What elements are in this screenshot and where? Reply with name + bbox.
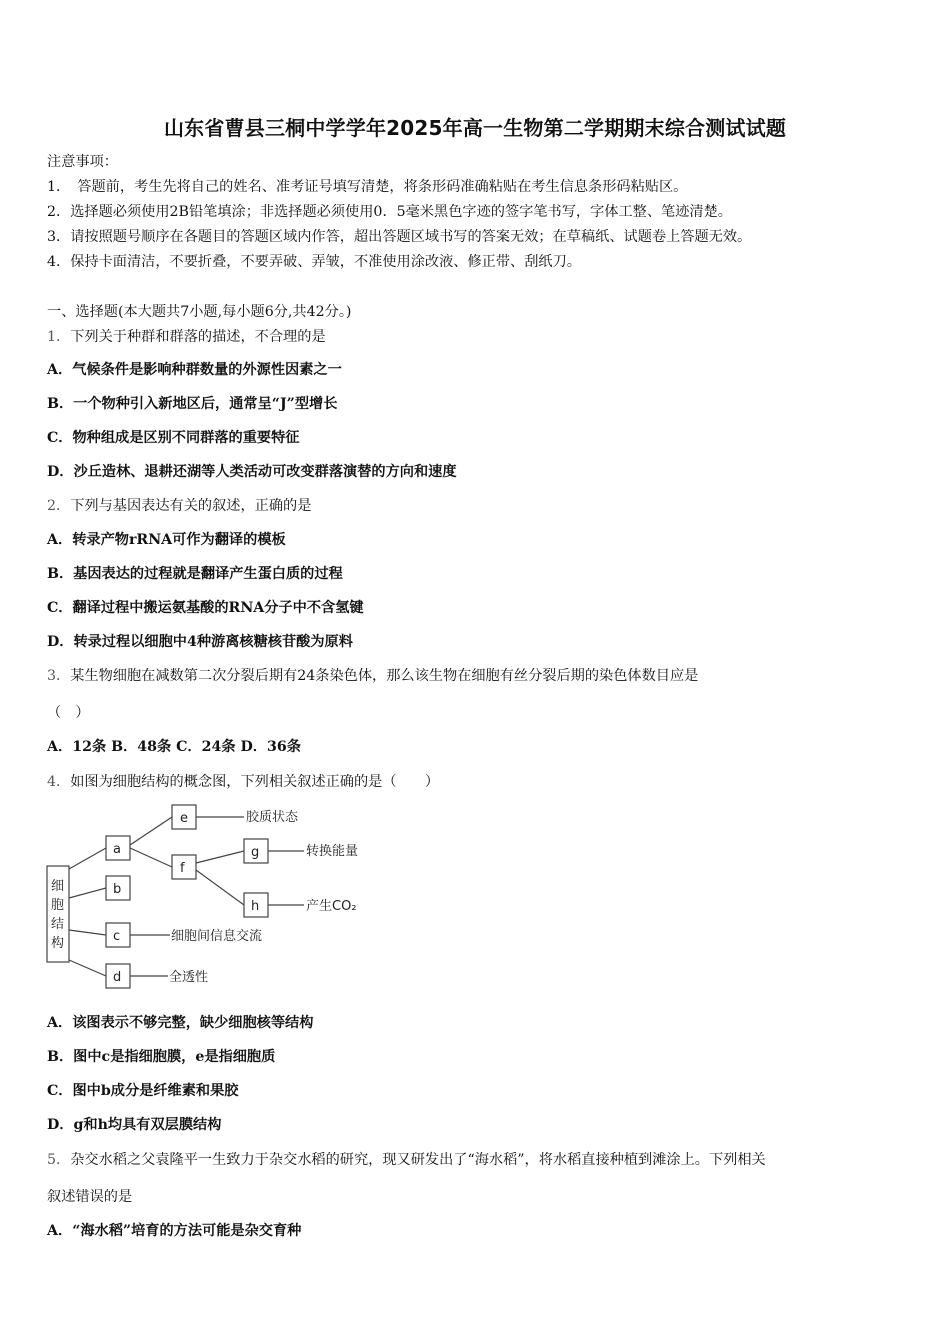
exam-title: 山东省曹县三桐中学学年2025年高一生物第二学期期末综合测试试题 — [163, 116, 787, 140]
question-number: 1． — [47, 329, 71, 345]
q4-option-b: B．图中c是指细胞膜，e是指细胞质 — [47, 1049, 276, 1065]
notice-item-1: 1． 答题前，考生先将自己的姓名、准考证号填写清楚，将条形码准确粘贴在考生信息条形码粘贴区。 — [47, 179, 688, 195]
node-c-label: c — [113, 929, 121, 944]
root-label-1: 细 — [51, 879, 65, 894]
question-4 — [47, 772, 439, 792]
question-number: 3． — [47, 668, 71, 684]
node-f-label: f — [180, 861, 185, 876]
question-number: 2． — [47, 498, 71, 514]
q5-option-a: A．“海水稻”培育的方法可能是杂交育种 — [47, 1223, 302, 1239]
q4-option-c: C．图中b成分是纤维素和果胶 — [47, 1083, 239, 1099]
cell-structure-diagram — [0, 795, 400, 1000]
label-c-function: 细胞间信息交流 — [171, 929, 263, 944]
root-label-4: 构 — [51, 936, 65, 951]
question-number: 4． — [47, 774, 71, 790]
notice-item-2: 2．选择题必须使用2B铅笔填涂；非选择题必须使用0．5毫米黑色字迹的签字笔书写，字体工整、笔迹清楚。 — [47, 204, 732, 220]
q1-option-c: C．物种组成是区别不同群落的重要特征 — [47, 430, 300, 446]
question-5 — [47, 1150, 766, 1170]
question-number: 5． — [47, 1152, 71, 1168]
q2-option-d: D．转录过程以细胞中4种游离核糖核苷酸为原料 — [47, 634, 353, 650]
section-heading: 一、选择题(本大题共7小题,每小题6分,共42分。) — [47, 304, 352, 320]
label-e-function: 胶质状态 — [246, 810, 299, 825]
q1-option-d: D．沙丘造林、退耕还湖等人类活动可改变群落演替的方向和速度 — [47, 464, 457, 480]
q2-option-a: A．转录产物rRNA可作为翻译的模板 — [47, 532, 286, 548]
q4-option-d: D．g和h均具有双层膜结构 — [47, 1117, 222, 1133]
q3-options: A．12条 B．48条 C．24条 D．36条 — [47, 739, 301, 755]
root-label-2: 胞 — [51, 898, 65, 913]
q1-option-b: B．一个物种引入新地区后，通常呈“J”型增长 — [47, 396, 338, 412]
notice-item-3: 3．请按照题号顺序在各题目的答题区域内作答，超出答题区域书写的答案无效；在草稿纸、试题卷上答题无效。 — [47, 229, 752, 245]
question-stem: 杂交水稻之父袁隆平一生致力于杂交水稻的研究，现又研发出了“海水稻”，将水稻直接种植到滩涂上。下列相关 — [70, 1152, 766, 1168]
label-d-function: 全透性 — [169, 970, 209, 985]
label-g-function: 转换能量 — [306, 844, 359, 859]
q4-option-a: A．该图表示不够完整，缺少细胞核等结构 — [47, 1015, 314, 1031]
node-d-label: d — [113, 970, 122, 985]
q1-option-a: A．气候条件是影响种群数量的外源性因素之一 — [47, 362, 342, 378]
question-2 — [47, 496, 311, 516]
notice-heading: 注意事项： — [47, 154, 118, 170]
question-3 — [47, 666, 698, 686]
node-e-label: e — [180, 811, 188, 826]
q2-option-b: B．基因表达的过程就是翻译产生蛋白质的过程 — [47, 566, 343, 582]
node-h-label: h — [251, 899, 260, 914]
question-5-stem-cont: 叙述错误的是 — [47, 1189, 133, 1205]
question-1 — [47, 327, 326, 347]
question-stem: 下列关于种群和群落的描述，不合理的是 — [70, 329, 326, 345]
question-stem: 某生物细胞在减数第二次分裂后期有24条染色体，那么该生物在细胞有丝分裂后期的染色体数目应是 — [70, 668, 699, 684]
node-b-label: b — [113, 882, 122, 897]
q2-option-c: C．翻译过程中搬运氨基酸的RNA分子中不含氢键 — [47, 600, 364, 616]
question-stem: 如图为细胞结构的概念图，下列相关叙述正确的是（ ） — [70, 774, 440, 790]
root-label-3: 结 — [51, 917, 65, 932]
question-stem: 下列与基因表达有关的叙述，正确的是 — [70, 498, 312, 514]
node-g-label: g — [251, 845, 260, 860]
notice-item-4: 4．保持卡面清洁，不要折叠，不要弄破、弄皱，不准使用涂改液、修正带、刮纸刀。 — [47, 254, 581, 270]
q3-answer-paren: （ ） — [47, 705, 90, 721]
label-h-function: 产生CO₂ — [306, 899, 357, 914]
node-a-label: a — [113, 842, 121, 857]
